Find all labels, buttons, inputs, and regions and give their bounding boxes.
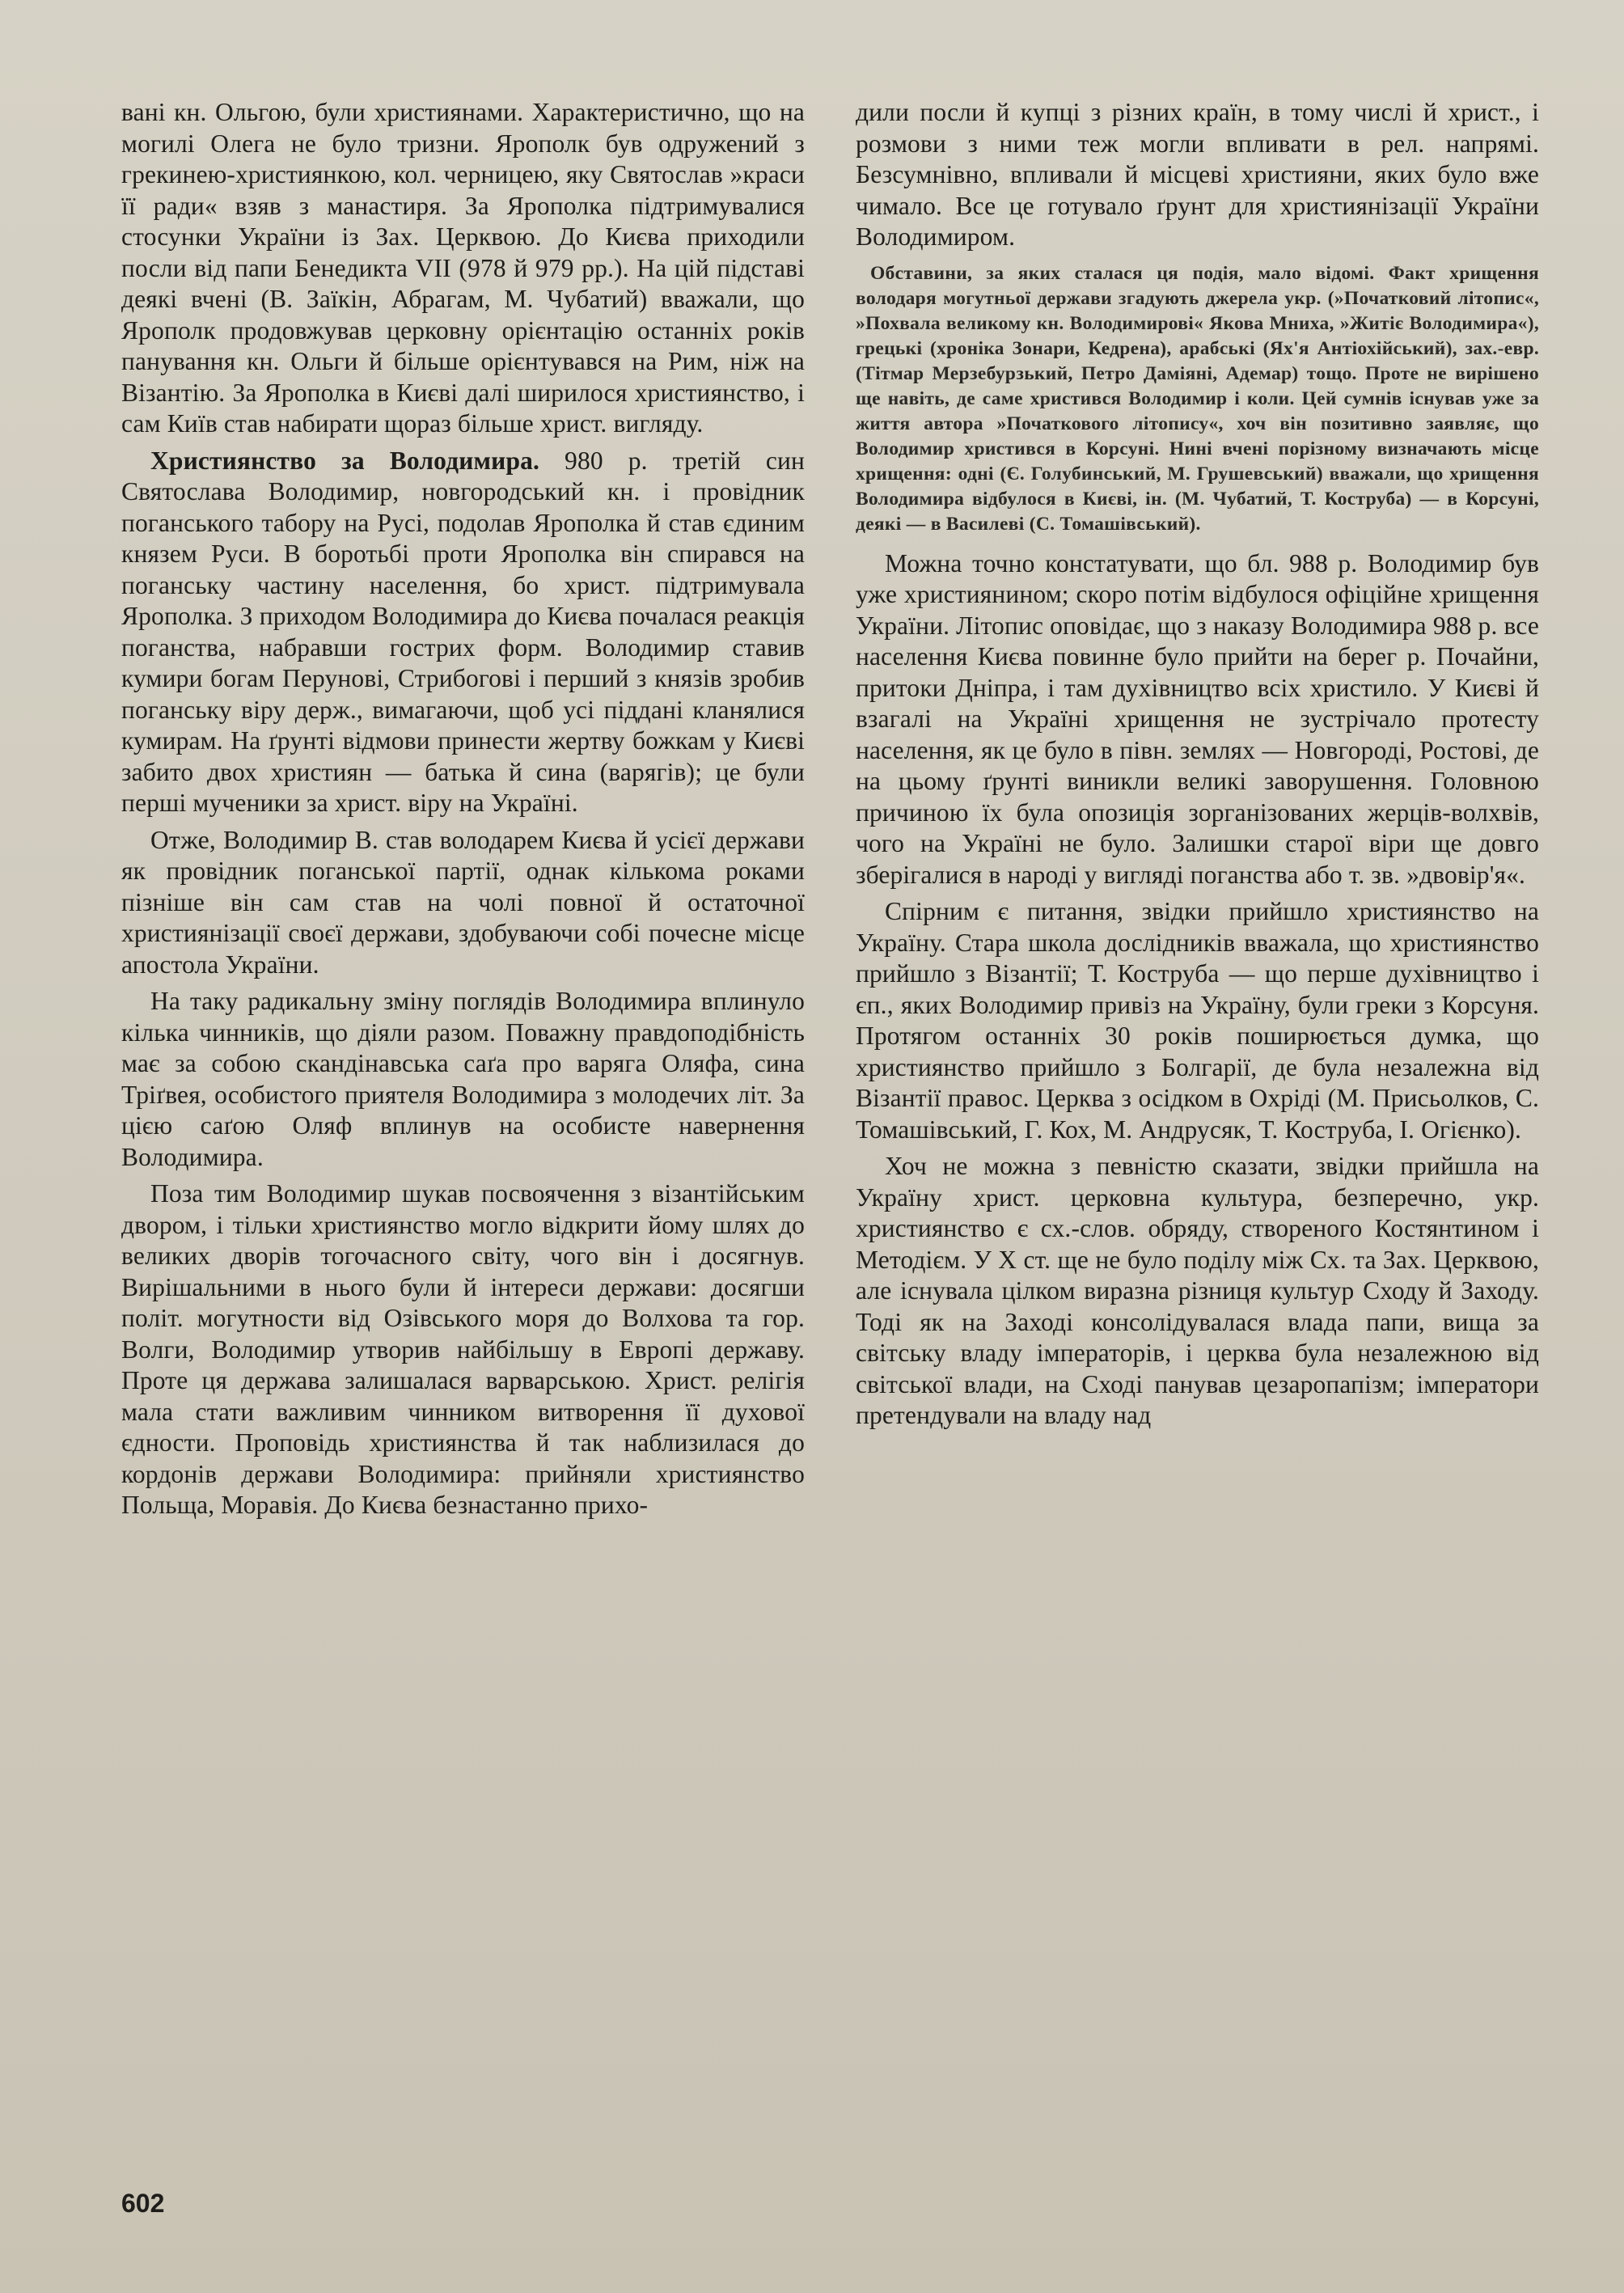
left-column	[121, 97, 805, 1521]
paragraph: Спірним є питання, звідки прийшло християнство на Україну. Стара школа дослідників вважала, що християнство прийшло з Візантії; Т. Коструба — що перше духівництво і єп., яких Володимир привіз на Україну, були греки з Корсуня. Протягом останніх 30 років поширюється думка, що християнство прийшло з Болгарії, де була незалежна від Візантії правос. Церква з осідком в Охріді (М. Присьолков, С. Томашівський, Г. Кох, М. Андрусяк, Т. Коструба, І. Огієнко).	[856, 897, 1539, 1144]
page-number: 602	[121, 2189, 165, 2218]
paragraph: Хоч не можна з певністю сказати, звідки прийшла на Україну христ. церковна культура, безперечно, укр. християнство є сх.-слов. обряду, створеного Костянтином і Методієм. У X ст. ще не було поділу між Сх. та Зах. Церквою, але існувала цілком виразна різниця культур Сходу й Заходу. Тоді як на Заході консолідувалася влада папи, вища за світську владу імператорів, і церква була незалежною від світської влади, на Сході панував цезаропапізм; імператори претендували на владу над	[856, 1152, 1539, 1429]
small-print-note: Обставини, за яких сталася ця подія, мало відомі. Факт хрищення володаря могутньої держави згадують джерела укр. (»Початковий літопис«, »Похвала великому кн. Володимирові« Якова Мниха, »Житіє Володимира«), грецькі (хроніка Зонари, Кедрена), арабські (Ях'я Антіохійський), зах.-евр. (Тітмар Мерзебурзький, Петро Даміяні, Адемар) тощо. Проте не вирішено ще навіть, де саме христився Володимир і коли. Цей сумнів існував уже за життя автора »Початкового літопису«, хоч він позитивно заявляє, що Володимир христився в Корсуні. Нині вчені порізному визначають місце хрищення: одні (Є. Голубинський, М. Грушевський) вважали, що хрищення Володимира відбулося в Києві, ін. (М. Чубатий, Т. Коструба) — в Корсуні, деякі — в Василеві (С. Томашівський).	[856, 262, 1539, 535]
right-column	[856, 97, 1539, 1432]
paragraph: Поза тим Володимир шукав посвоячення з візантійським двором, і тільки християнство могло відкрити йому шлях до великих дворів тогочасного світу, чого він і досягнув. Вирішальними в нього були й інтереси держави: досягши політ. могутности від Озівського моря до Волхова та гор. Волги, Володимир утворив найбільшу в Европі державу. Проте ця держава залишалася варварською. Христ. релігія мала стати важливим чинником витворення її духової єдности. Проповідь християнства й так наблизилася до кордонів держави Володимира: прийняли християнство Польща, Моравія. До Києва безнастанно прихо-	[121, 1179, 805, 1519]
paragraph: Отже, Володимир В. став володарем Києва й усієї держави як провідник поганської партії, однак кількома роками пізніше він сам став на чолі повної й остаточної християнізації своєї держави, здобуваючи собі почесне місце апостола України.	[121, 825, 805, 979]
section-heading: Християнство за Володимира.	[150, 446, 540, 475]
paragraph-body: 980 р. третій син Святослава Володимир, новгородський кн. і провідник поганського табору на Русі, подолав Ярополка й став єдиним князем Руси. В боротьбі проти Ярополка він спирався на поганську частину населення, бо христ. підтримувала Ярополка. З приходом Володимира до Києва почалася реакція поганства, набравши гострих форм. Володимир ставив кумири богам Перунові, Стрибогові і перший з князів зробив поганську віру держ., вимагаючи, щоб усі піддані кланялися кумирам. На ґрунті відмови принести жертву божкам у Києві забито двох християн — батька й сина (варягів); це були перші мученики за христ. віру на Україні.	[121, 446, 805, 817]
paragraph: дили посли й купці з різних країн, в тому числі й христ., і розмови з ними теж могли впливати в рел. напрямі. Безсумнівно, впливали й місцеві християни, яких було вже чимало. Все це готувало ґрунт для християнізації України Володимиром.	[856, 98, 1539, 251]
paragraph: На таку радикальну зміну поглядів Володимира вплинуло кілька чинників, що діяли разом. Поважну правдоподібність має за собою скандінавська саґа про варяга Оляфа, сина Тріґвея, особистого приятеля Володимира з молодечих літ. За цією саґою Оляф вплинув на особисте навернення Володимира.	[121, 987, 805, 1171]
paragraph: вані кн. Ольгою, були християнами. Характеристично, що на могилі Олега не було тризни. Ярополк був одружений з грекинею-християнкою, кол. черницею, яку Святослав »краси її ради« взяв з манастиря. За Ярополка підтримувалися стосунки України із Зах. Церквою. До Києва приходили посли від папи Бенедикта VII (978 й 979 рр.). На цій підставі деякі вчені (В. Заїкін, Абрагам, М. Чубатий) вважали, що Ярополк продовжував церковну орієнтацію останніх років панування кн. Ольги й більше орієнтувався на Рим, ніж на Візантію. За Ярополка в Києві далі ширилося християнство, і сам Київ став набирати щораз більше христ. вигляду.	[121, 98, 805, 438]
paragraph: Можна точно констатувати, що бл. 988 р. Володимир був уже християнином; скоро потім відбулося офіційне хрищення України. Літопис оповідає, що з наказу Володимира 988 р. все населення Києва повинне було прийти на берег р. Почайни, притоки Дніпра, і там духівництво всіх христило. У Києві й взагалі на Україні хрищення не зустрічало протесту населення, як це було в півн. землях — Новгороді, Ростові, де на цьому ґрунті виникли великі заворушення. Головною причиною їх була опозиція зорганізованих жерців-волхвів, чого на Україні не було. Залишки старої віри ще довго зберігалися в народі у вигляді поганства або т. зв. »двовір'я«.	[856, 548, 1539, 889]
paragraph-with-heading	[121, 446, 805, 819]
